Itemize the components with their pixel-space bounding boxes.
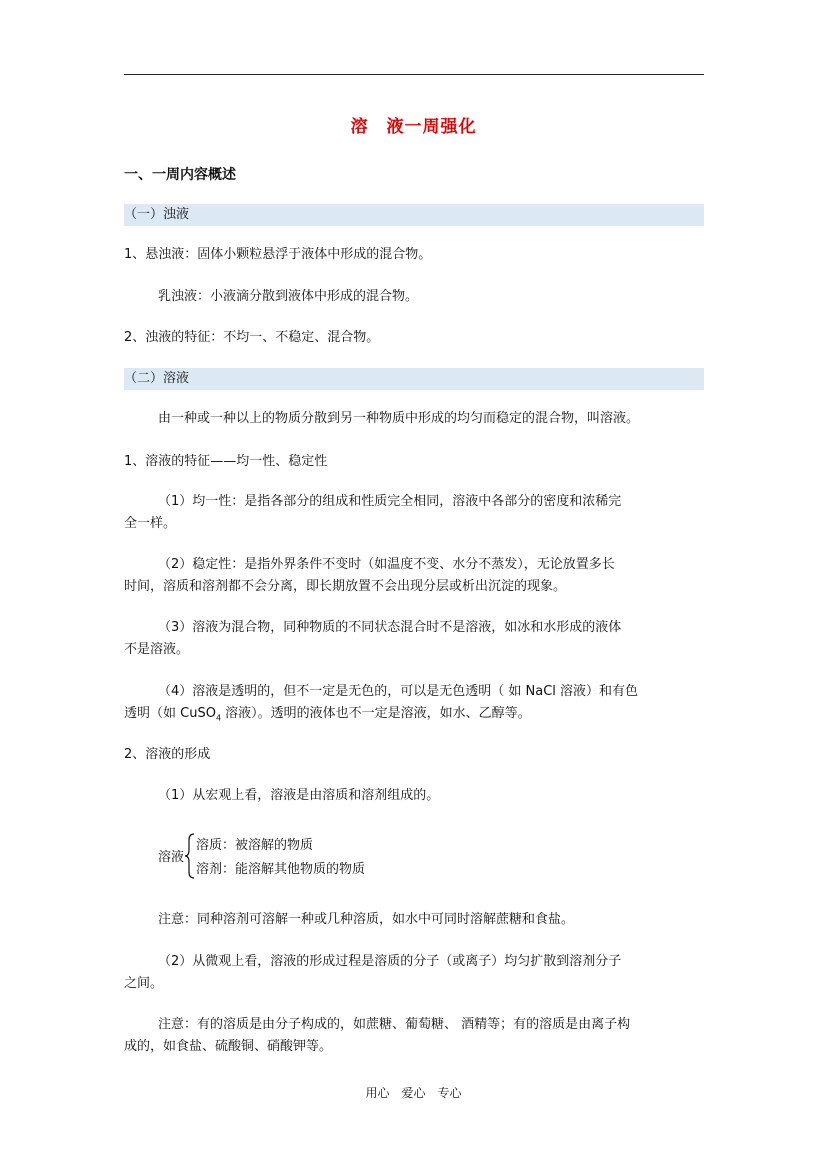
solution-composition-diagram <box>158 832 388 880</box>
brace-item-solute: 溶质：被溶解的物质 <box>196 838 314 853</box>
text-run: 溶液）。透明的液体也不一定是溶液，如水、乙醇等。 <box>221 706 531 721</box>
subsection-band-turbid: （一）浊液 <box>124 204 704 226</box>
paragraph-uniformity-line1: （1）均一性：是指各部分的组成和性质完全相同，溶液中各部分的密度和浓稀完 <box>158 494 622 509</box>
paragraph-micro-view-line2: 之间。 <box>124 976 164 991</box>
header-rule <box>124 74 704 75</box>
paragraph-emulsion: 乳浊液：小液滴分散到液体中形成的混合物。 <box>158 289 419 304</box>
curly-brace-icon <box>184 832 196 880</box>
brace-item-solvent: 溶剂：能溶解其他物质的物质 <box>196 862 366 877</box>
paragraph-note-solute-line2: 成的，如食盐、硫酸铜、硝酸钾等。 <box>124 1039 333 1054</box>
paragraph-note-solute-line1: 注意：有的溶质是由分子构成的，如蔗糖、葡萄糖、 酒精等；有的溶质是由离子构 <box>158 1017 631 1032</box>
brace-label: 溶液 <box>158 850 185 865</box>
document-title: 溶 液一周强化 <box>350 117 477 137</box>
paragraph-mixture-line1: （3）溶液为混合物，同种物质的不同状态混合时不是溶液，如冰和水形成的液体 <box>158 620 622 635</box>
paragraph-suspension: 1、悬浊液：固体小颗粒悬浮于液体中形成的混合物。 <box>124 247 432 262</box>
paragraph-turbid-features: 2、浊液的特征：不均一、不稳定、混合物。 <box>124 330 380 345</box>
paragraph-note-solvent: 注意：同种溶剂可溶解一种或几种溶质，如水中可同时溶解蔗糖和食盐。 <box>158 912 575 927</box>
page-footer: 用心 爱心 专心 <box>365 1086 462 1100</box>
paragraph-solution-features: 1、溶液的特征——均一性、稳定性 <box>124 454 328 469</box>
paragraph-micro-view-line1: （2）从微观上看，溶液的形成过程是溶质的分子（或离子）均匀扩散到溶剂分子 <box>158 954 622 969</box>
paragraph-solution-definition: 由一种或一种以上的物质分散到另一种物质中形成的均匀而稳定的混合物，叫溶液。 <box>158 411 640 426</box>
paragraph-macro-view: （1）从宏观上看，溶液是由溶质和溶剂组成的。 <box>158 788 440 803</box>
paragraph-stability-line1: （2）稳定性：是指外界条件不变时（如温度不变、水分不蒸发），无论放置多长 <box>158 557 615 572</box>
paragraph-stability-line2: 时间，溶质和溶剂都不会分离，即长期放置不会出现分层或析出沉淀的现象。 <box>124 579 567 594</box>
text-run: 透明（如 CuSO <box>124 706 216 721</box>
paragraph-solution-formation: 2、溶液的形成 <box>124 747 211 762</box>
subscript: 4 <box>215 713 222 723</box>
paragraph-transparency-line1: （4）溶液是透明的，但不一定是无色的，可以是无色透明（ 如 NaCl 溶液）和有色 <box>158 684 639 699</box>
subsection-band-solution: （二）溶液 <box>124 368 704 390</box>
section-heading: 一、一周内容概述 <box>124 167 236 183</box>
paragraph-uniformity-line2: 全一样。 <box>124 516 177 531</box>
paragraph-transparency-line2 <box>124 702 531 731</box>
paragraph-mixture-line2: 不是溶液。 <box>124 642 190 657</box>
